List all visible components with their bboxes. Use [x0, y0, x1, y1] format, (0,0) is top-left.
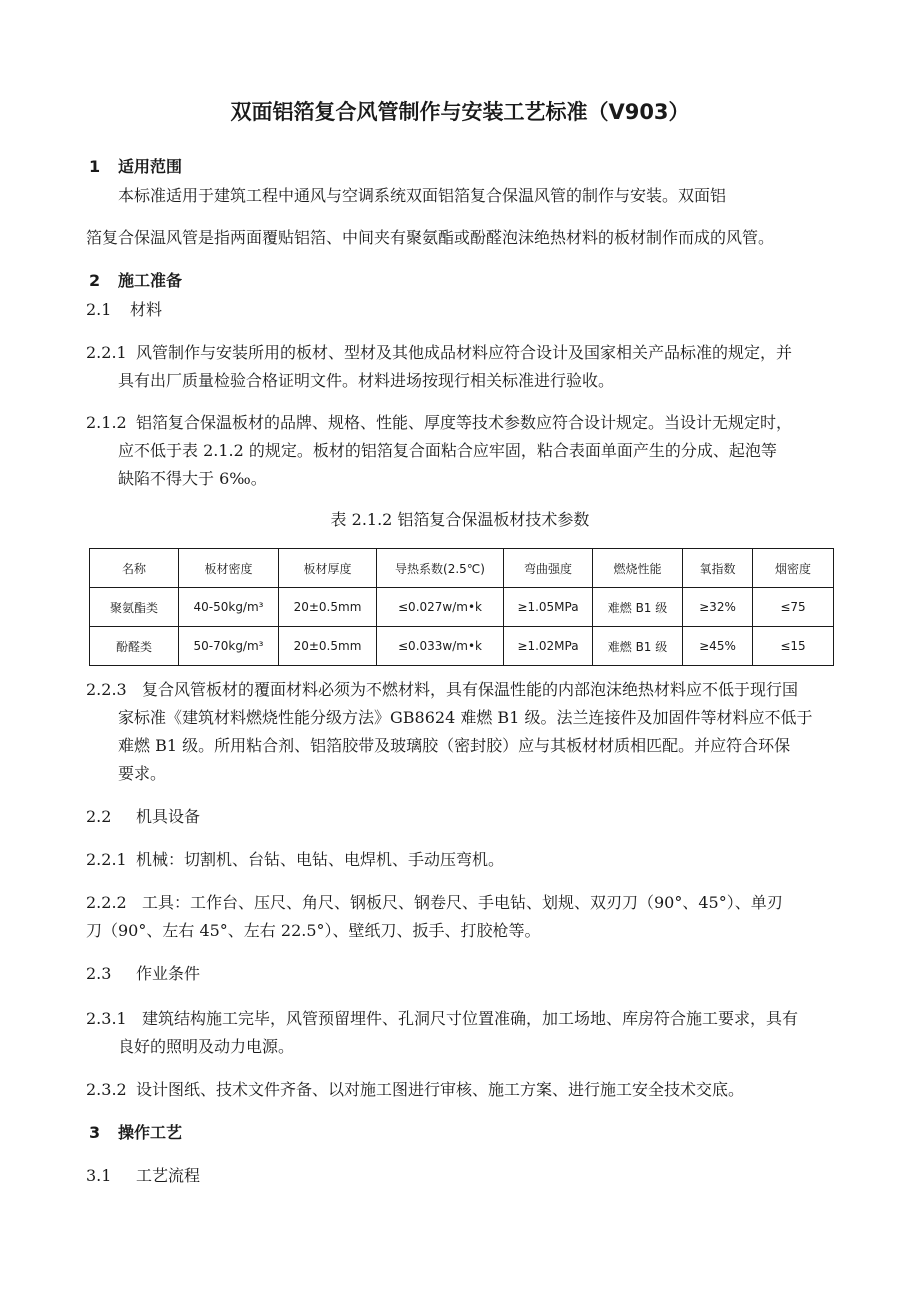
table-cell: ≥32% [683, 588, 753, 627]
subsection-2-2-number: 2.2 [86, 807, 112, 826]
table-header-cell: 板材厚度 [279, 549, 377, 588]
subsection-2-1-title: 材料 [130, 300, 163, 319]
clause-2-2-1b-number: 2.2.1 [86, 850, 127, 869]
section-2-number: 2 [89, 271, 101, 290]
table-row [90, 588, 834, 627]
table-header-cell: 名称 [90, 549, 179, 588]
table-cell: ≤0.027w/m•k [377, 588, 504, 627]
clause-2-2-1b-text: 机械：切割机、台钻、电钻、电焊机、手动压弯机。 [136, 850, 505, 869]
clause-2-2-3-line-2: 家标准《建筑材料燃烧性能分级方法》GB8624 难燃 B1 级。法兰连接件及加固件等材料应不低于 [118, 708, 813, 727]
table-cell: 20±0.5mm [279, 627, 377, 666]
table-row [90, 627, 834, 666]
clause-2-3-2-number: 2.3.2 [86, 1080, 127, 1099]
clause-2-2-2-number: 2.2.2 [86, 893, 127, 912]
document-title: 双面铝箔复合风管制作与安装工艺标准（V903） [230, 100, 690, 124]
clause-2-3-2-text: 设计图纸、技术文件齐备、以对施工图进行审核、施工方案、进行施工安全技术交底。 [136, 1080, 745, 1099]
subsection-2-3-number: 2.3 [86, 964, 112, 983]
clause-2-2-3-number: 2.2.3 [86, 680, 127, 699]
table-header-row [90, 549, 834, 588]
table-cell: 难燃 B1 级 [593, 588, 683, 627]
clause-2-1-2-line-1: 铝箔复合保温板材的品牌、规格、性能、厚度等技术参数应符合设计规定。当设计无规定时， [136, 413, 793, 432]
clause-2-1-2-line-2: 应不低于表 2.1.2 的规定。板材的铝箔复合面粘合应牢固，粘合表面单面产生的分成、起泡等 [118, 441, 777, 460]
clause-2-1-2-number: 2.1.2 [86, 413, 127, 432]
table-header-cell: 弯曲强度 [504, 549, 593, 588]
table-cell: 聚氨酯类 [90, 588, 179, 627]
clause-2-1-2-line-3: 缺陷不得大于 6‰。 [118, 469, 267, 488]
clause-2-3-1-number: 2.3.1 [86, 1009, 127, 1028]
subsection-2-1-number: 2.1 [86, 300, 112, 319]
clause-2-2-3-line-4: 要求。 [118, 764, 167, 783]
table-cell: ≤15 [753, 627, 834, 666]
subsection-3-1-number: 3.1 [86, 1166, 112, 1185]
clause-2-2-2-line-2: 刀（90°、左右 45°、左右 22.5°）、壁纸刀、扳手、打胶枪等。 [86, 921, 541, 940]
table-cell: ≥1.05MPa [504, 588, 593, 627]
clause-2-2-3-line-3: 难燃 B1 级。所用粘合剂、铝箔胶带及玻璃胶（密封胶）应与其板材材质相匹配。并应符合环保 [118, 736, 791, 755]
table-cell: ≥1.02MPa [504, 627, 593, 666]
subsection-2-3-title: 作业条件 [136, 964, 201, 983]
table-cell: 酚醛类 [90, 627, 179, 666]
subsection-3-1-title: 工艺流程 [136, 1166, 201, 1185]
section-1-line-1: 本标准适用于建筑工程中通风与空调系统双面铝箔复合保温风管的制作与安装。双面铝 [118, 186, 727, 205]
clause-2-2-3-line-1: 复合风管板材的覆面材料必须为不燃材料，具有保温性能的内部泡沫绝热材料应不低于现行国 [142, 680, 799, 699]
table-header-cell: 烟密度 [753, 549, 834, 588]
table-cell: 40-50kg/m³ [179, 588, 279, 627]
table-cell: ≤75 [753, 588, 834, 627]
table-caption: 表 2.1.2 铝箔复合保温板材技术参数 [330, 510, 590, 529]
clause-2-3-1-line-1: 建筑结构施工完毕，风管预留埋件、孔洞尺寸位置准确，加工场地、库房符合施工要求，具有 [142, 1009, 799, 1028]
section-3-heading: 操作工艺 [118, 1123, 183, 1142]
table-cell: ≥45% [683, 627, 753, 666]
clause-2-2-1-line-2: 具有出厂质量检验合格证明文件。材料进场按现行相关标准进行验收。 [118, 371, 615, 390]
table-header-cell: 导热系数(2.5℃) [377, 549, 504, 588]
table-header-cell: 板材密度 [179, 549, 279, 588]
section-1-heading: 适用范围 [118, 157, 183, 176]
table-header-cell: 氧指数 [683, 549, 753, 588]
section-1-number: 1 [89, 157, 101, 176]
table-header-cell: 燃烧性能 [593, 549, 683, 588]
section-1-line-2: 箔复合保温风管是指两面覆贴铝箔、中间夹有聚氨酯或酚醛泡沫绝热材料的板材制作而成的风管。 [86, 228, 775, 247]
subsection-2-2-title: 机具设备 [136, 807, 201, 826]
table-cell: ≤0.033w/m•k [377, 627, 504, 666]
section-2-heading: 施工准备 [118, 271, 183, 290]
clause-2-2-1-number: 2.2.1 [86, 343, 127, 362]
table-cell: 50-70kg/m³ [179, 627, 279, 666]
spec-table [89, 548, 834, 666]
table-cell: 难燃 B1 级 [593, 627, 683, 666]
clause-2-3-1-line-2: 良好的照明及动力电源。 [118, 1037, 295, 1056]
table-cell: 20±0.5mm [279, 588, 377, 627]
clause-2-2-2-line-1: 工具：工作台、压尺、角尺、钢板尺、钢卷尺、手电钻、划规、双刃刀（90°、45°）、单刃 [142, 893, 783, 912]
section-3-number: 3 [89, 1123, 101, 1142]
clause-2-2-1-line-1: 风管制作与安装所用的板材、型材及其他成品材料应符合设计及国家相关产品标准的规定，并 [136, 343, 793, 362]
